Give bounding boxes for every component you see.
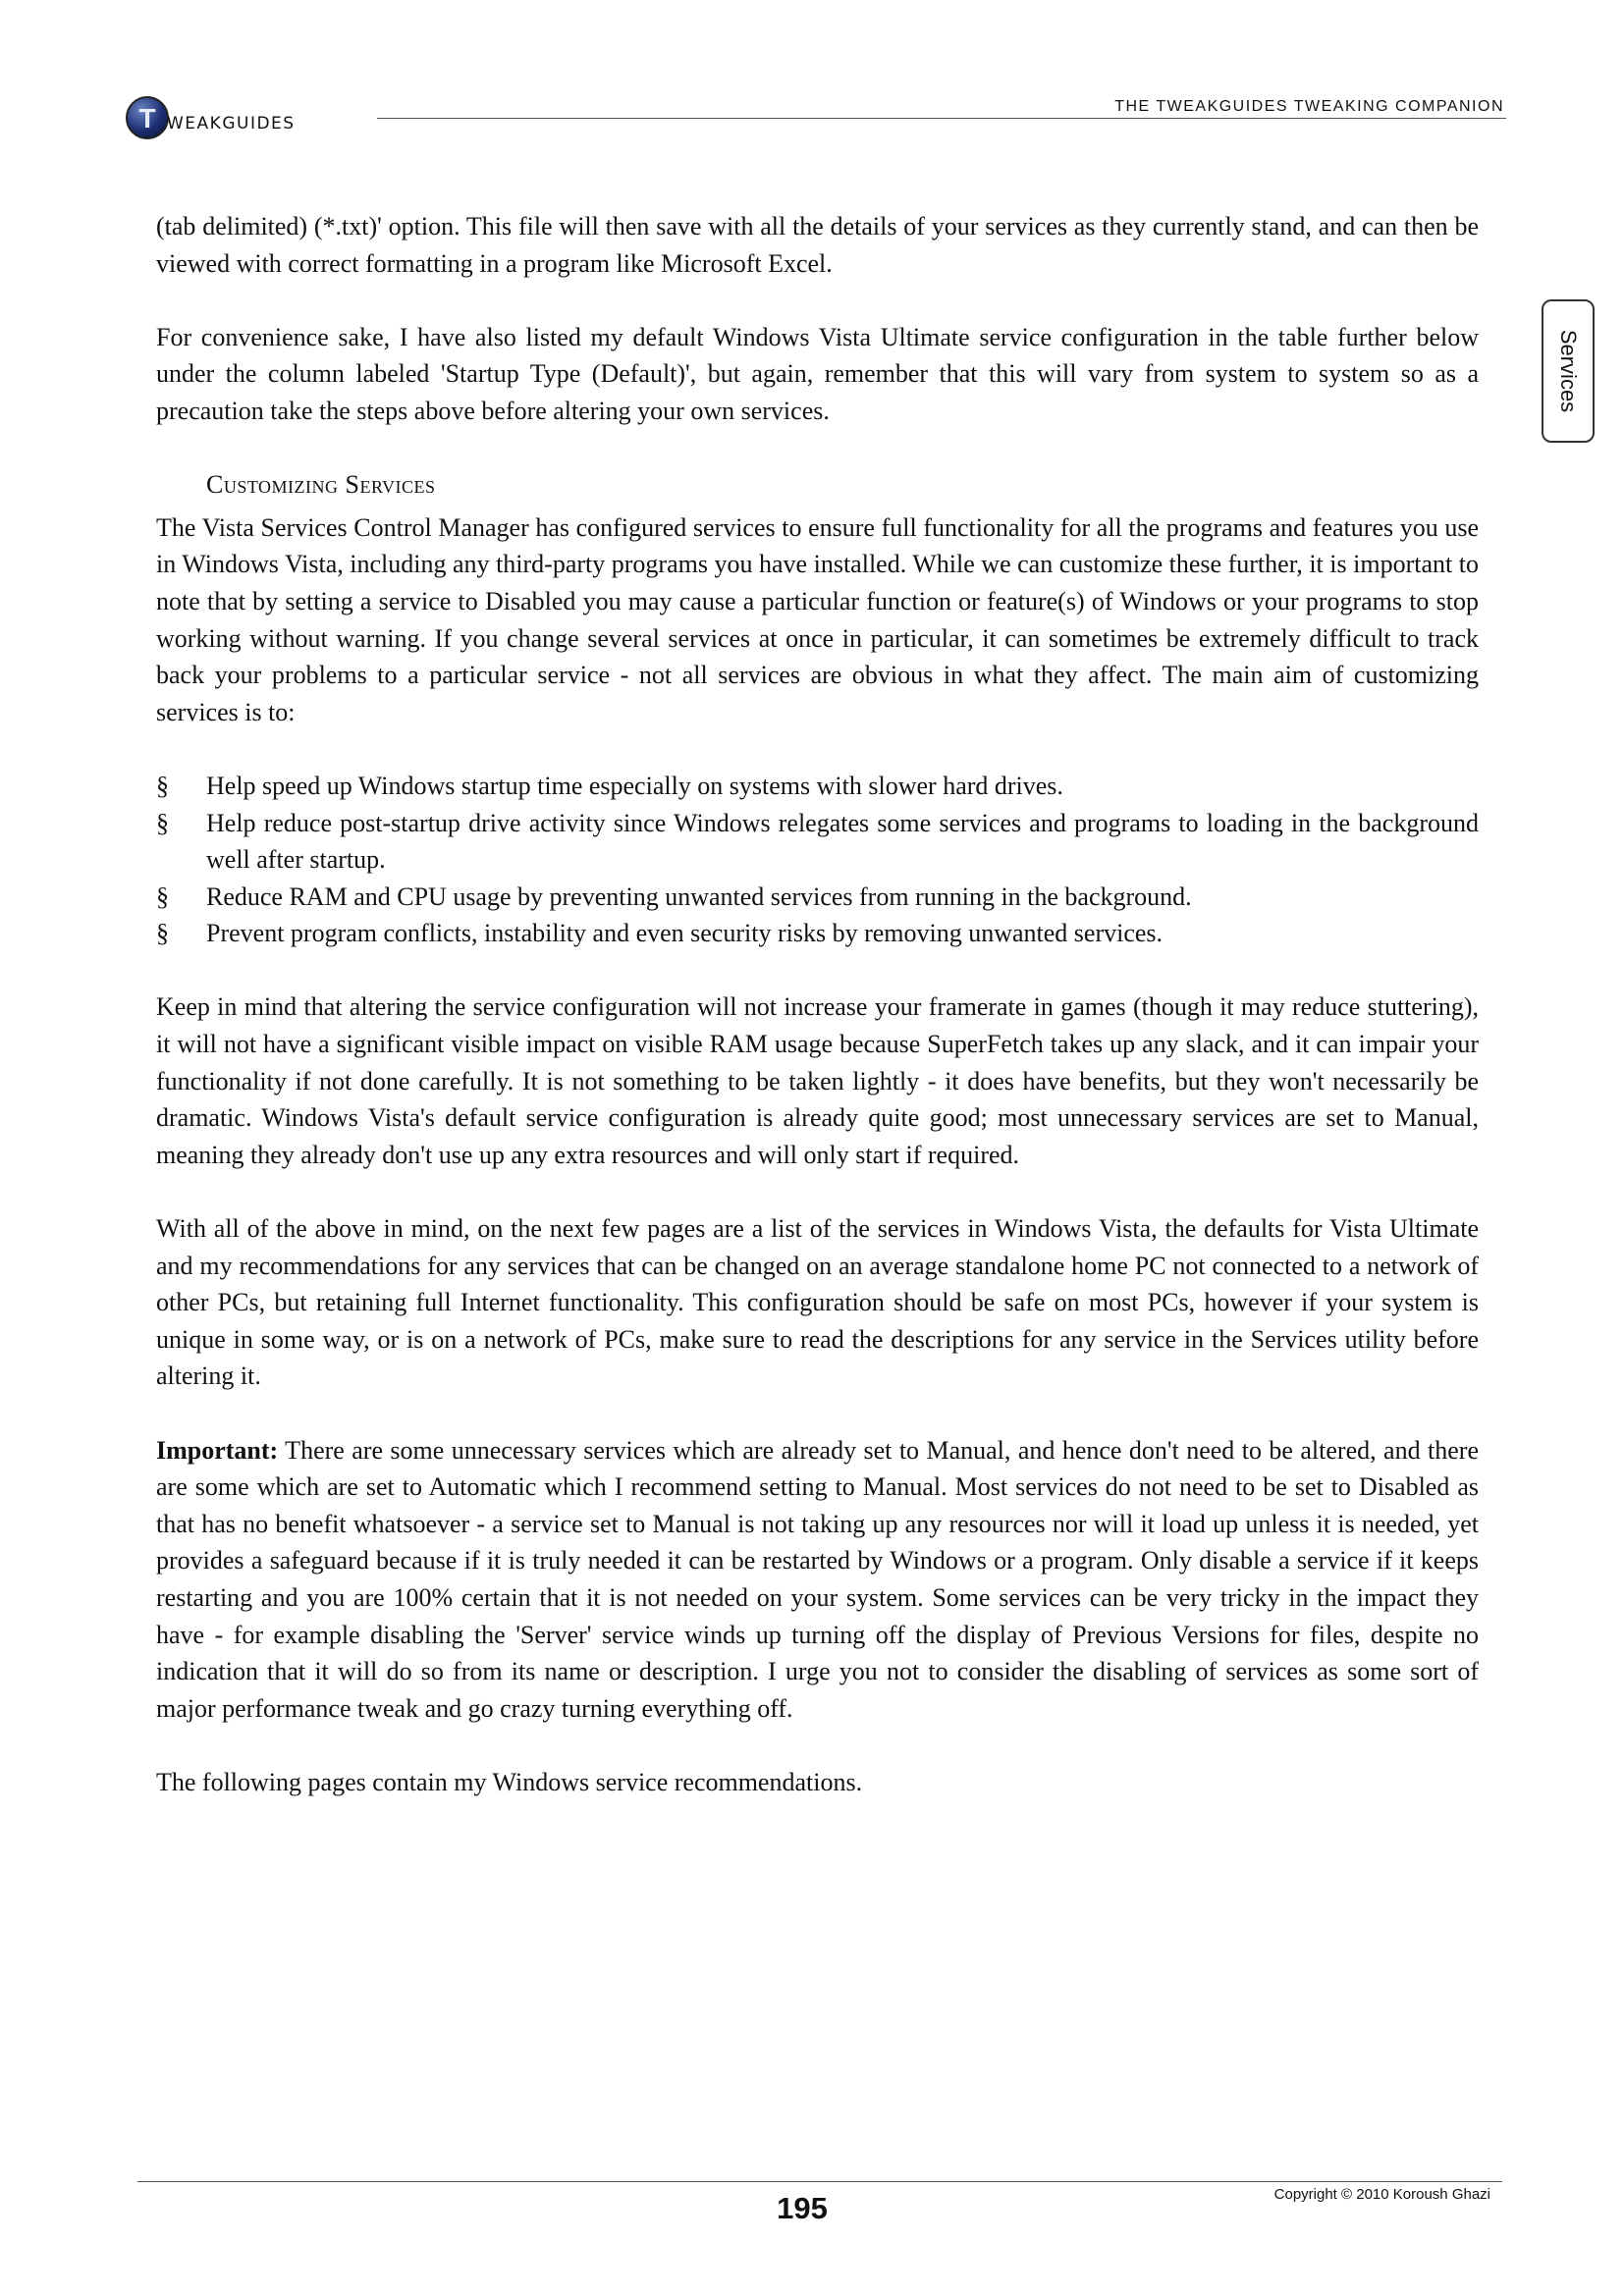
logo-text: WEAKGUIDES [167, 114, 296, 133]
section-heading: Customizing Services [206, 470, 436, 500]
paragraph-7: The following pages contain my Windows service recommendations. [156, 1767, 863, 1796]
side-tab-label: Services [1556, 329, 1581, 413]
important-label: Important: [156, 1435, 279, 1465]
paragraph-3: The Vista Services Control Manager has configured services to ensure full functionality for all the programs and features you use in Windows Vista, including any third-party programs you have installed. While we can customize these further, it is important to note that by setting a service to Disabled you may cause a particular function or feature(s) of Windows or your programs to stop working without warning. If you change several services at once in particular, it can sometimes be extremely difficult to track back your problems to a particular service - not all services are obvious in what they affect. The main aim of customizing services is to: [156, 512, 1479, 726]
list-item-text: Help speed up Windows startup time especially on systems with slower hard drives. [206, 771, 1063, 800]
page-content [156, 208, 1479, 1838]
footer-rule [137, 2181, 1502, 2182]
logo-letter: T [138, 103, 156, 133]
paragraph-2: For convenience sake, I have also listed my default Windows Vista Ultimate service configuration in the table further below under the column labeled 'Startup Type (Default)', but again, remember that this will vary from system to system so as a precaution take the steps above before altering your own services. [156, 322, 1479, 425]
header-title: THE TWEAKGUIDES TWEAKING COMPANION [1114, 98, 1504, 115]
list-item-text: Reduce RAM and CPU usage by preventing unwanted services from running in the background. [206, 881, 1192, 911]
bullet-symbol: § [156, 881, 169, 911]
bullet-symbol: § [156, 771, 169, 800]
list-item [156, 879, 1479, 916]
section-side-tab [1542, 299, 1595, 443]
list-item-text: Prevent program conflicts, instability and even security risks by removing unwanted services. [206, 919, 1164, 948]
list-item [156, 768, 1479, 805]
paragraph-4: Keep in mind that altering the service configuration will not increase your framerate in games (though it may reduce stuttering), it will not have a significant visible impact on visible RAM usage because SuperFetch takes up any slack, and it can impair your functionality if not done carefully. It is not something to be taken lightly - it does have benefits, but they won't necessarily be dramatic. Windows Vista's default service configuration is already quite good; most unnecessary services are set to Manual, meaning they already don't use up any extra resources and will only start if required. [156, 992, 1479, 1169]
list-item-text: Help reduce post-startup drive activity since Windows relegates some services and programs to loading in the background well after startup. [206, 808, 1479, 875]
paragraph-6-text: There are some unnecessary services which are already set to Manual, and hence don't need to be altered, and there are some which are set to Automatic which I recommend setting to Manual. Most services do not need to be set to Disabled as that has no benefit whatsoever - a service set to Manual is not taking up any resources nor will it load up unless it is needed, yet provides a safeguard because if it is truly needed it can be restarted by Windows or a program. Only disable a service if it keeps restarting and you are 100% certain that it is not needed on your system. Some services can be very tricky in the impact they have - for example disabling the 'Server' service winds up turning off the display of Previous Versions for files, despite no indication that it will do so from its name or description. I urge you not to consider the disabling of services as some sort of major performance tweak and go crazy turning everything off. [156, 1435, 1479, 1723]
logo-globe-icon [126, 96, 169, 139]
aims-list [156, 768, 1479, 952]
list-item [156, 805, 1479, 879]
page-number: 195 [777, 2191, 828, 2225]
header-rule [377, 118, 1506, 119]
paragraph-6 [156, 1432, 1479, 1728]
bullet-symbol: § [156, 919, 169, 948]
copyright-notice: Copyright © 2010 Koroush Ghazi [1273, 2186, 1490, 2203]
list-item [156, 915, 1479, 952]
paragraph-5: With all of the above in mind, on the next few pages are a list of the services in Windows Vista, the defaults for Vista Ultimate and my recommendations for any services that can be changed on an average standalone home PC not connected to a network of other PCs, but retaining full Internet functionality. This configuration should be safe on most PCs, however if your system is unique in some way, or is on a network of PCs, make sure to read the descriptions for any service in the Services utility before altering it. [156, 1214, 1479, 1391]
bullet-symbol: § [156, 808, 169, 837]
page-header [124, 90, 1508, 149]
paragraph-1: (tab delimited) (*.txt)' option. This file will then save with all the details of your services as they currently stand, and can then be viewed with correct formatting in a program like Microsoft Excel. [156, 212, 1479, 278]
